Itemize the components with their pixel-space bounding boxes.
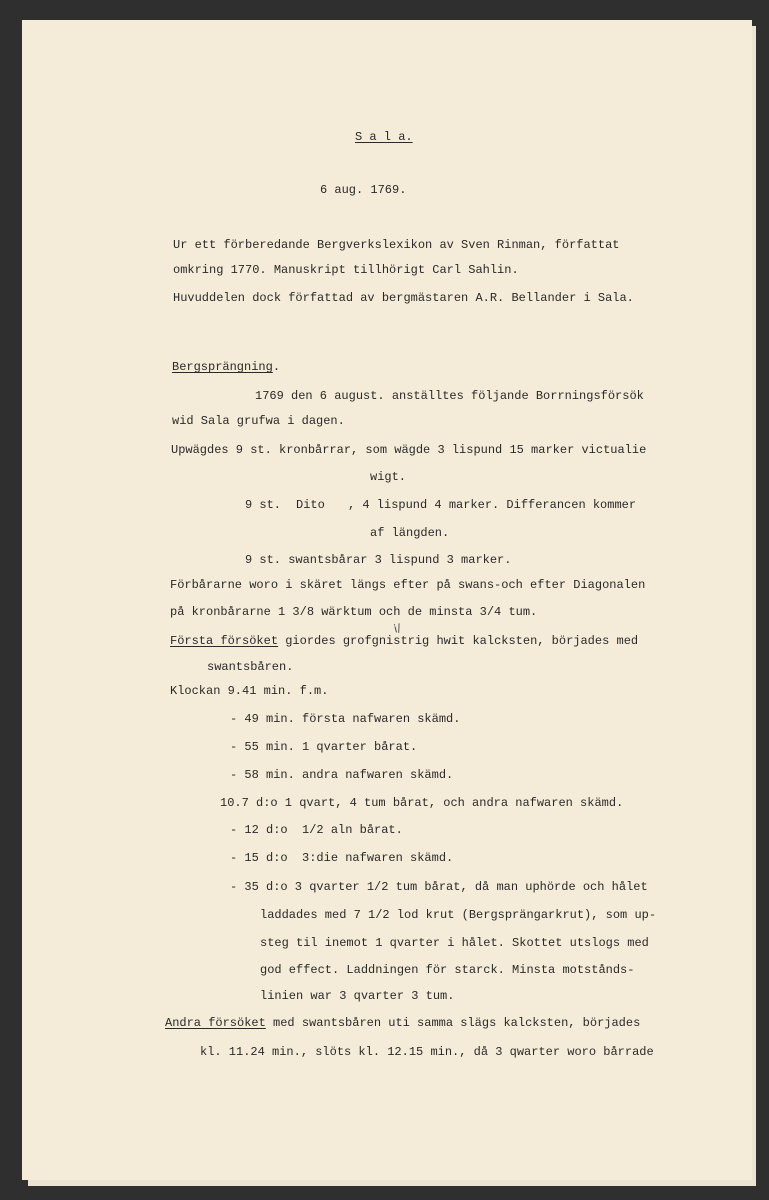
text-line: kl. 11.24 min., slöts kl. 12.15 min., då 3 qwarter woro bårrade xyxy=(200,1045,654,1059)
text-line: wigt. xyxy=(370,470,407,484)
text-line: af längden. xyxy=(370,526,450,540)
text-line: 9 st. xyxy=(245,498,282,512)
section-heading: Bergsprängning. xyxy=(172,360,281,374)
time-entry: - 55 min. 1 qvarter bårat. xyxy=(230,740,418,754)
time-entry: - 49 min. första nafwaren skämd. xyxy=(230,712,461,726)
time-entry: - 35 d:o 3 qvarter 1/2 tum bårat, då man uphörde och hålet xyxy=(230,880,648,894)
document-date: 6 aug. 1769. xyxy=(320,183,407,197)
text-line: Förbårarne woro i skäret längs efter på swans-och efter Diagonalen xyxy=(170,578,646,592)
text-line: på kronbårarne 1 3/8 wärktum och de minsta 3/4 tum. xyxy=(170,605,538,619)
intro-line: Huvuddelen dock författad av bergmästaren A.R. Bellander i Sala. xyxy=(173,291,634,305)
text-line: wid Sala grufwa i dagen. xyxy=(172,414,345,428)
text-line: Dito xyxy=(296,498,325,512)
time-entry: - 12 d:o 1/2 aln bårat. xyxy=(230,823,403,837)
text-line: Upwägdes 9 st. kronbårrar, som wägde 3 lispund 15 marker victualie xyxy=(171,443,647,457)
text-line: laddades med 7 1/2 lod krut (Bergsprängarkrut), som up- xyxy=(260,908,657,922)
intro-line: Ur ett förberedande Bergverkslexikon av Sven Rinman, författat xyxy=(173,238,620,252)
text-line: 1769 den 6 august. anställtes följande Borrningsförsök xyxy=(255,389,644,403)
second-trial-label: Andra försöket xyxy=(165,1016,266,1030)
text-line: linien war 3 qvarter 3 tum. xyxy=(260,989,455,1003)
text-line: steg til inemot 1 qvarter i hålet. Skottet utslogs med xyxy=(260,936,649,950)
intro-line: omkring 1770. Manuskript tillhörigt Carl Sahlin. xyxy=(173,263,519,277)
document-title: S a l a. xyxy=(355,130,413,144)
text-line: Andra försöket med swantsbåren uti samma slägs kalcksten, börjades xyxy=(165,1016,641,1030)
text-line: Klockan 9.41 min. f.m. xyxy=(170,684,329,698)
text-line: 9 st. swantsbårar 3 lispund 3 marker. xyxy=(245,553,512,567)
text-line: Första försöket giordes grofgnistrig hwit kalcksten, börjades med xyxy=(170,634,639,648)
handwritten-check-mark: i/ xyxy=(392,621,403,636)
text-line: god effect. Laddningen för starck. Minsta motstånds- xyxy=(260,963,635,977)
text-line: , 4 lispund 4 marker. Differancen kommer xyxy=(348,498,637,512)
first-trial-label: Första försöket xyxy=(170,634,279,648)
time-entry: - 15 d:o 3:die nafwaren skämd. xyxy=(230,851,454,865)
text-line: swantsbåren. xyxy=(207,660,294,674)
time-entry: 10.7 d:o 1 qvart, 4 tum bårat, och andra nafwaren skämd. xyxy=(220,796,624,810)
time-entry: - 58 min. andra nafwaren skämd. xyxy=(230,768,454,782)
